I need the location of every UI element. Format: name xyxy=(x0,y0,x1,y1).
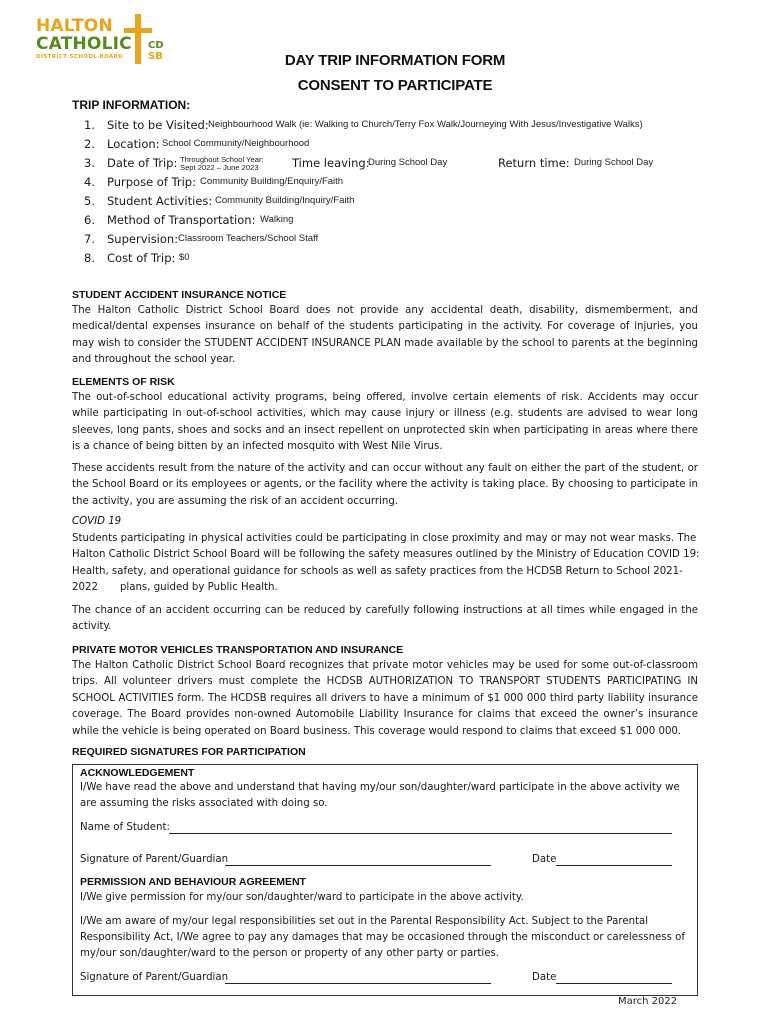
risk-heading: ELEMENTS OF RISK xyxy=(72,376,175,388)
trip-row-cost xyxy=(84,251,704,269)
transport-body: The Halton Catholic District School Board recognizes that private motor vehicles may be used for some out-of-classroom trips. All volunteer drivers must complete the HCDSB AUTHORIZATION TO TRANSPORT STUDENTS PARTICIPATING IN SCHOOL ACTIVITIES form. The HCDSB requires all drivers to have a minimum of $1 000 000 third party liability insurance coverage. The Board provides non-owned Automobile Liability Insurance for claims that exceed the owner’s insurance while the vehicle is being operated on Board business. This coverage would respond to claims that exceed $1 000 000. xyxy=(72,660,698,737)
signature-box xyxy=(72,764,698,996)
date-2-label: Date xyxy=(532,972,557,983)
trip-row-site xyxy=(84,118,704,136)
date-of-trip-label: Date of Trip: xyxy=(107,156,178,170)
row-number: 2. xyxy=(84,137,95,151)
form-title: DAY TRIP INFORMATION FORM xyxy=(284,52,506,69)
transport-heading: PRIVATE MOTOR VEHICLES TRANSPORTATION AND INSURANCE xyxy=(72,644,404,656)
risk-body-1: The out-of-school educational activity programs, being offered, involve certain elements of risk. Accidents may occur while participating in out-of-school activities, which may cause injury or illness (e.g. students are advised to wear long sleeves, long pants, shoes and socks and an insect repellent on unprotected skin when participating in areas where there is a chance of being bitten by an infected mosquito with West Nile Virus. xyxy=(72,392,698,453)
supervision-value[interactable]: Classroom Teachers/School Staff xyxy=(178,233,319,244)
location-value[interactable]: School Community/Neighbourhood xyxy=(162,138,310,149)
row-number: 8. xyxy=(84,251,95,265)
covid-line-3: Health, safety, and operational guidance for schools as well as safety practices from the HCDSB Return to School 2021- xyxy=(72,565,683,577)
row-number: 6. xyxy=(84,213,95,227)
form-subtitle: CONSENT TO PARTICIPATE xyxy=(297,77,493,94)
permission-line-2: I/We am aware of my/our legal responsibilities set out in the Parental Responsibility Act. Subject to the Parental xyxy=(80,916,649,927)
permission-heading: PERMISSION AND BEHAVIOUR AGREEMENT xyxy=(80,876,306,888)
time-leaving-label: Time leaving: xyxy=(292,156,370,170)
location-label: Location: xyxy=(107,137,160,151)
cost-label: Cost of Trip: xyxy=(107,251,176,265)
covid-line-1: Students participating in physical activities could be participating in close proximity and may or may not wear masks. The xyxy=(72,533,697,544)
permission-line-4: my/our son/daughter/ward to the person or property of any other party or parties. xyxy=(80,948,500,959)
logo-text-district: DISTRICT SCHOOL BOARD xyxy=(36,54,124,60)
activities-label: Student Activities: xyxy=(107,194,213,208)
return-time-label: Return time: xyxy=(498,156,570,170)
cost-value[interactable]: $0 xyxy=(179,252,190,263)
trip-row-activities xyxy=(84,194,704,212)
acknowledgement-line-1: I/We have read the above and understand that having my/our son/daughter/ward participate in the above activity we xyxy=(80,782,680,793)
acknowledgement-heading: ACKNOWLEDGEMENT xyxy=(80,767,195,779)
footer-date: March 2022 xyxy=(618,996,678,1007)
trip-row-location xyxy=(84,137,704,155)
transportation-value[interactable]: Walking xyxy=(260,214,294,225)
insurance-body: The Halton Catholic District School Board does not provide any accidental death, disability, dismemberment, and medical/dental expenses insurance on behalf of the students participating in the activity. For coverage of injuries, you may wish to consider the STUDENT ACCIDENT INSURANCE PLAN made available by the school to parents at the beginning and throughout the school year. xyxy=(72,305,698,366)
row-number: 4. xyxy=(84,175,95,189)
permission-line-3: Responsibility Act, I/We agree to pay any damages that may be occasioned through the misconduct or carelessness of xyxy=(80,932,685,943)
logo-text-halton: HALTON xyxy=(36,16,113,36)
date-of-trip-value-line1[interactable]: Throughout School Year: xyxy=(180,155,264,164)
trip-row-supervision xyxy=(84,232,704,250)
date-of-trip-value-line2[interactable]: Sept 2022 – June 2023 xyxy=(180,163,259,172)
student-name-field[interactable] xyxy=(169,833,672,834)
risk-body-2: These accidents result from the nature of the activity and can occur without any fault on either the part of the student, or the School Board or its employees or agents, or the facility where the activity is taking place. By choosing to participate in the activity, you are assuming the risk of an accident occurring. xyxy=(72,463,698,507)
row-number: 3. xyxy=(84,156,95,170)
covid-line-2: Halton Catholic District School Board will be following the safety measures outlined by the Ministry of Education COVID 19: xyxy=(72,549,700,561)
purpose-value[interactable]: Community Building/Enquiry/Faith xyxy=(200,176,344,187)
time-leaving-value[interactable]: During School Day xyxy=(368,157,448,168)
logo-badge-bottom: SB xyxy=(148,51,163,62)
student-name-label: Name of Student: xyxy=(80,822,170,833)
signatures-heading: REQUIRED SIGNATURES FOR PARTICIPATION xyxy=(72,746,306,758)
supervision-label: Supervision: xyxy=(107,232,179,246)
date-field[interactable] xyxy=(556,865,672,866)
date-2-field[interactable] xyxy=(556,983,672,984)
site-value[interactable]: Neighbourhood Walk (ie: Walking to Church/Terry Fox Walk/Journeying With Jesus/Investigative Walks) xyxy=(208,119,643,130)
trip-row-date xyxy=(84,156,704,174)
acknowledgement-line-2: are assuming the risks associated with doing so. xyxy=(80,798,328,809)
row-number: 5. xyxy=(84,194,95,208)
covid-body-2: The chance of an accident occurring can be reduced by carefully following instructions at all times while engaged in the activity. xyxy=(72,605,698,633)
covid-line-4 xyxy=(72,580,698,596)
transportation-label: Method of Transportation: xyxy=(107,213,256,227)
parent-signature-label: Signature of Parent/Guardian xyxy=(80,854,229,865)
purpose-label: Purpose of Trip: xyxy=(107,175,196,189)
logo-badge-top: CD xyxy=(148,40,164,51)
parent-signature-2-label: Signature of Parent/Guardian xyxy=(80,972,229,983)
logo-text-catholic: CATHOLIC xyxy=(36,34,132,54)
covid-line-4-text: plans, guided by Public Health. xyxy=(119,582,278,594)
return-time-value[interactable]: During School Day xyxy=(574,157,654,168)
covid-line-4-year: 2022 xyxy=(72,582,98,594)
trip-row-purpose xyxy=(84,175,704,193)
parent-signature-field[interactable] xyxy=(225,865,491,866)
covid-heading: COVID 19 xyxy=(72,516,122,527)
parent-signature-2-field[interactable] xyxy=(225,983,491,984)
covid-body xyxy=(72,531,698,597)
trip-info-heading: TRIP INFORMATION: xyxy=(72,98,191,112)
date-label: Date xyxy=(532,854,557,865)
row-number: 1. xyxy=(84,118,95,132)
insurance-heading: STUDENT ACCIDENT INSURANCE NOTICE xyxy=(72,289,287,301)
trip-row-transportation xyxy=(84,213,704,231)
row-number: 7. xyxy=(84,232,95,246)
permission-line-1: I/We give permission for my/our son/daughter/ward to participate in the above activity. xyxy=(80,892,524,903)
activities-value[interactable]: Community Building/Inquiry/Faith xyxy=(215,195,355,206)
site-label: Site to be Visited: xyxy=(107,118,209,132)
